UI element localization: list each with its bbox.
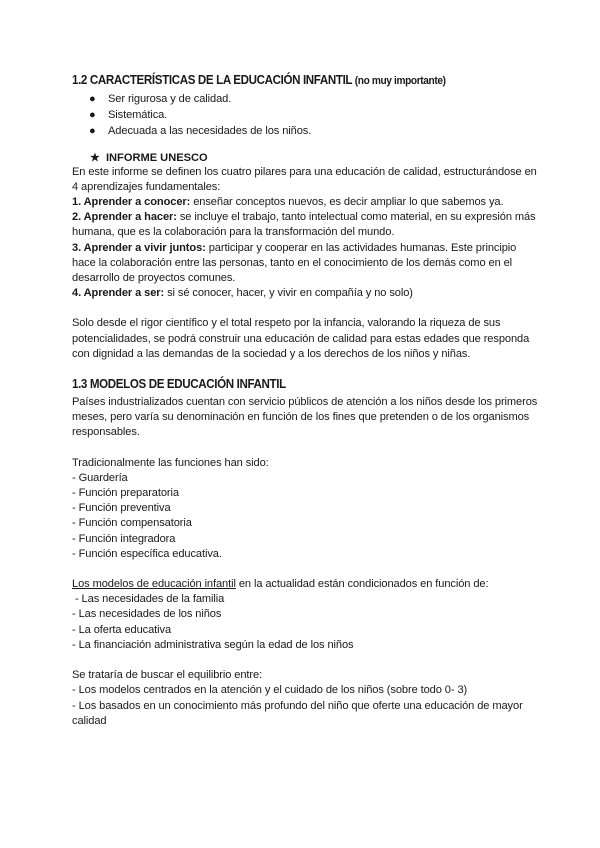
section-title: 1.2 CARACTERÍSTICAS DE LA EDUCACIÓN INFANTIL: [72, 73, 352, 87]
pillar-item: 2. Aprender a hacer: se incluye el trabajo, tanto intelectual como material, en su expresión más humana, que es la colaboración para la transformación del mundo.: [72, 211, 536, 239]
unesco-intro: En este informe se definen los cuatro pilares para una educación de calidad, estructurándose en 4 aprendizajes fundamentales:: [72, 165, 537, 193]
pillar-label: 4. Aprender a ser:: [72, 287, 165, 300]
function-item: - Función preparatoria: [72, 487, 179, 500]
bullet-icon: ●: [89, 93, 96, 105]
document-page: [72, 70, 542, 729]
models-conditions-intro: Los modelos de educación infantil en la actualidad están condicionados en función de:: [72, 578, 489, 591]
section-heading-modelos: 1.3 MODELOS DE EDUCACIÓN INFANTIL: [72, 377, 286, 392]
function-item: - Guardería: [72, 471, 128, 484]
models-intro-paragraph: Países industrializados cuentan con servicio públicos de atención a los niños desde los primeros meses, pero varía su denominación en función de los fines que pretenden o de los organismos responsables.: [72, 396, 538, 439]
pillar-item: 1. Aprender a conocer: enseñar conceptos nuevos, es decir ampliar lo que sabemos ya.: [72, 196, 504, 209]
functions-intro: Tradicionalmente las funciones han sido:: [72, 456, 269, 469]
function-item: - Función preventiva: [72, 502, 171, 515]
pillar-label: 2. Aprender a hacer:: [72, 211, 177, 224]
unesco-heading: ★ INFORME UNESCO: [90, 151, 208, 164]
pillar-label: 3. Aprender a vivir juntos:: [72, 241, 206, 254]
function-item: - Función compensatoria: [72, 517, 192, 530]
star-icon: ★: [90, 151, 100, 164]
list-item: ● Adecuada a las necesidades de los niños.: [72, 123, 542, 139]
bullet-icon: ●: [89, 109, 96, 122]
condition-item: - Las necesidades de la familia: [72, 593, 225, 606]
balance-intro: Se trataría de buscar el equilibrio entre:: [72, 669, 263, 682]
bullet-icon: ●: [89, 125, 96, 138]
section-heading-caracteristicas: [72, 70, 504, 91]
pillar-label: 1. Aprender a conocer:: [72, 196, 191, 209]
list-item: ● Sistemática.: [72, 107, 542, 123]
pillar-item: 4. Aprender a ser: si sé conocer, hacer, y vivir en compañía y no solo): [72, 287, 413, 300]
characteristics-list: [72, 91, 542, 140]
balance-item: - Los modelos centrados en la atención y el cuidado de los niños (sobre todo 0- 3): [72, 684, 468, 697]
models-underlined-text: Los modelos de educación infantil: [72, 578, 236, 591]
condition-item: - La financiación administrativa según la edad de los niños: [72, 638, 354, 651]
function-item: - Función específica educativa.: [72, 547, 222, 560]
list-item: ● Ser rigurosa y de calidad.: [72, 91, 542, 107]
balance-item: - Los basados en un conocimiento más profundo del niño que oferte una educación de mayor calidad: [72, 699, 523, 727]
condition-item: - La oferta educativa: [72, 623, 172, 636]
function-item: - Función integradora: [72, 532, 176, 545]
unesco-closing-paragraph: Solo desde el rigor científico y el total respeto por la infancia, valorando la riqueza de sus potencialidades, se podrá construir una educación de calidad para estas edades que responda con dignidad a las demandas de la sociedad y a los derechos de los niños y niñas.: [72, 317, 530, 360]
section-title-note: (no muy importante): [354, 75, 446, 87]
pillar-item: 3. Aprender a vivir juntos: participar y cooperar en las actividades humanas. Este principio hace la colaboración entre las personas, tanto en el conocimiento de los demás como en el desarrollo de proyectos comunes.: [72, 241, 517, 285]
condition-item: - Las necesidades de los niños: [72, 608, 222, 621]
